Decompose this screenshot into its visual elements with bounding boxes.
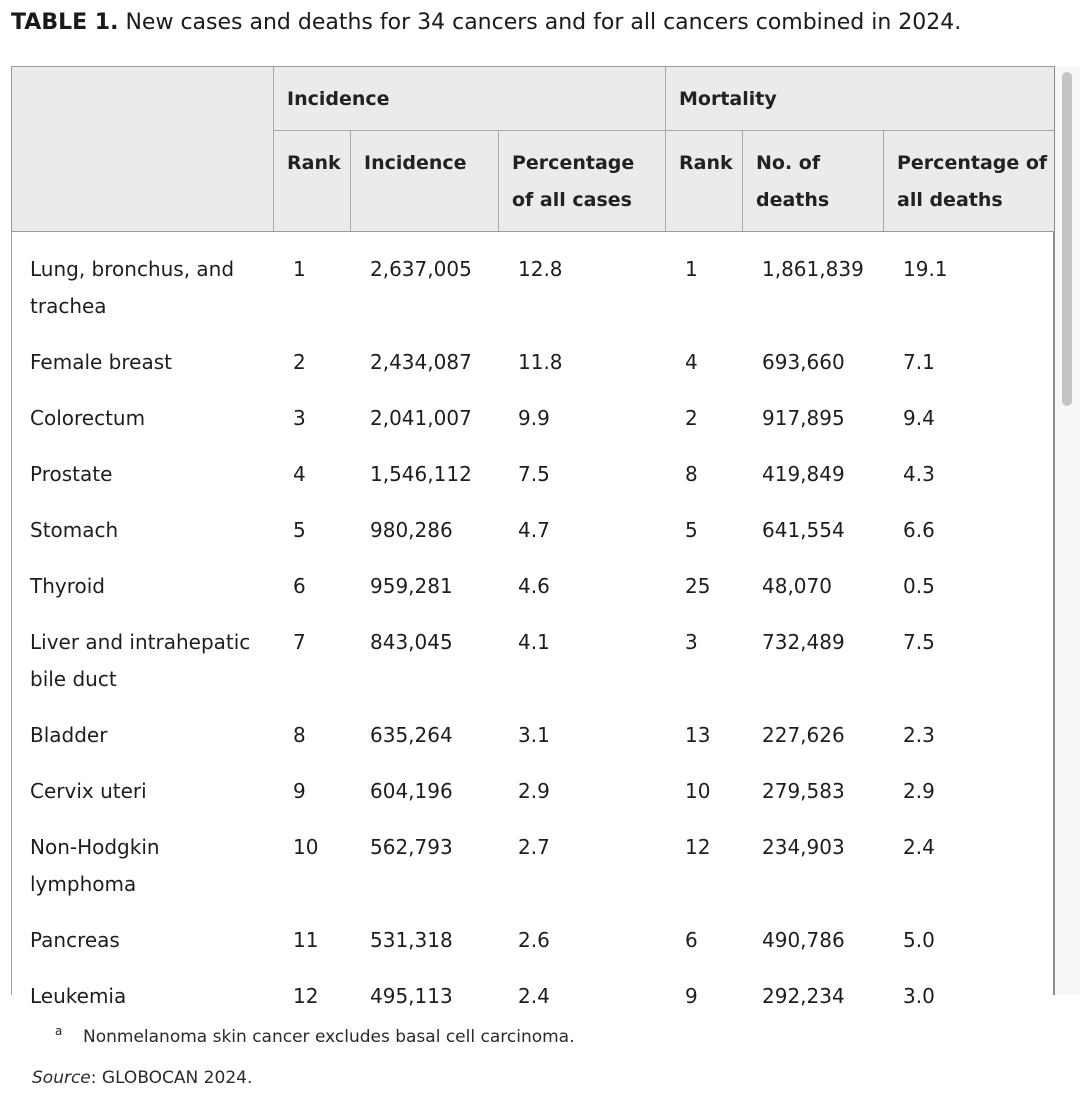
cancer-site-name: Pancreas <box>30 928 120 952</box>
table-title: New cases and deaths for 34 cancers and for all cancers combined in 2024. <box>125 10 962 35</box>
deaths-count: 693,660 <box>762 350 845 374</box>
cancer-site-name: Leukemia <box>30 984 127 1008</box>
incidence-percent: 2.9 <box>518 779 550 803</box>
mortality-percent: 0.5 <box>903 574 935 598</box>
mortality-percent: 2.4 <box>903 835 935 859</box>
mortality-group-heading: Mortality <box>679 88 777 110</box>
mortality-rank: 6 <box>685 928 698 952</box>
cancer-site-name: Liver and intrahepatic <box>30 630 251 654</box>
mortality-percent: 19.1 <box>903 257 948 281</box>
incidence-percent: 4.7 <box>518 518 550 542</box>
incidence-count: 2,637,005 <box>370 257 472 281</box>
incidence-percent: 2.7 <box>518 835 550 859</box>
footnote-marker: a <box>55 1024 63 1038</box>
table-frame <box>11 66 1055 1008</box>
mortality-rank: 25 <box>685 574 711 598</box>
cancer-site-name: Bladder <box>30 723 108 747</box>
incidence-percent-header-line2: of all cases <box>512 189 632 211</box>
mortality-percent: 9.4 <box>903 406 935 430</box>
incidence-count: 604,196 <box>370 779 453 803</box>
deaths-count: 917,895 <box>762 406 845 430</box>
mortality-percent: 4.3 <box>903 462 935 486</box>
incidence-count: 562,793 <box>370 835 453 859</box>
incidence-count: 635,264 <box>370 723 453 747</box>
incidence-count: 959,281 <box>370 574 453 598</box>
deaths-count: 279,583 <box>762 779 845 803</box>
mortality-percent-header-line2: all deaths <box>897 189 1003 211</box>
incidence-percent: 2.6 <box>518 928 550 952</box>
deaths-count: 641,554 <box>762 518 845 542</box>
mortality-percent: 7.1 <box>903 350 935 374</box>
scrollbar-thumb[interactable] <box>1062 72 1072 406</box>
cancer-site-name: Colorectum <box>30 406 146 430</box>
mortality-percent: 6.6 <box>903 518 935 542</box>
header-divider <box>273 67 274 231</box>
cancer-site-name: Non-Hodgkin <box>30 835 160 859</box>
incidence-percent: 4.1 <box>518 630 550 654</box>
mortality-rank: 9 <box>685 984 698 1008</box>
incidence-count-header: Incidence <box>364 152 467 174</box>
incidence-rank: 7 <box>293 630 306 654</box>
mortality-rank-header: Rank <box>679 152 733 174</box>
cancer-site-name-cont: trachea <box>30 294 107 318</box>
mortality-rank: 10 <box>685 779 711 803</box>
incidence-percent: 2.4 <box>518 984 550 1008</box>
incidence-count: 2,041,007 <box>370 406 472 430</box>
incidence-rank-header: Rank <box>287 152 341 174</box>
cancer-site-name-cont: lymphoma <box>30 872 137 896</box>
mortality-percent-header-line1: Percentage of <box>897 152 1048 174</box>
incidence-rank: 6 <box>293 574 306 598</box>
mortality-rank: 1 <box>685 257 698 281</box>
mortality-percent: 2.9 <box>903 779 935 803</box>
header-divider <box>498 130 499 231</box>
cancer-site-name-cont: bile duct <box>30 667 117 691</box>
header-divider <box>350 130 351 231</box>
mortality-rank: 12 <box>685 835 711 859</box>
cancer-site-name: Female breast <box>30 350 172 374</box>
mortality-percent: 3.0 <box>903 984 935 1008</box>
incidence-percent: 11.8 <box>518 350 563 374</box>
incidence-rank: 3 <box>293 406 306 430</box>
mortality-rank: 2 <box>685 406 698 430</box>
footnote-text: Nonmelanoma skin cancer excludes basal cell carcinoma. <box>83 1027 575 1047</box>
incidence-rank: 4 <box>293 462 306 486</box>
incidence-count: 2,434,087 <box>370 350 472 374</box>
incidence-percent: 4.6 <box>518 574 550 598</box>
cancer-site-name: Lung, bronchus, and <box>30 257 235 281</box>
mortality-rank: 3 <box>685 630 698 654</box>
source-line <box>32 1066 252 1090</box>
deaths-count: 419,849 <box>762 462 845 486</box>
mortality-rank: 4 <box>685 350 698 374</box>
source-label: Source <box>32 1068 91 1088</box>
cancer-site-name: Thyroid <box>30 574 105 598</box>
incidence-count: 495,113 <box>370 984 453 1008</box>
incidence-rank: 2 <box>293 350 306 374</box>
deaths-count-header-line2: deaths <box>756 189 830 211</box>
incidence-percent: 7.5 <box>518 462 550 486</box>
incidence-percent-header-line1: Percentage <box>512 152 635 174</box>
vertical-scrollbar[interactable] <box>1055 66 1080 995</box>
incidence-rank: 11 <box>293 928 319 952</box>
deaths-count: 732,489 <box>762 630 845 654</box>
incidence-count: 843,045 <box>370 630 453 654</box>
mortality-rank: 5 <box>685 518 698 542</box>
table-caption <box>11 6 961 40</box>
cancer-site-name: Prostate <box>30 462 113 486</box>
mortality-rank: 8 <box>685 462 698 486</box>
cancer-site-name: Cervix uteri <box>30 779 147 803</box>
deaths-count: 48,070 <box>762 574 832 598</box>
incidence-rank: 12 <box>293 984 319 1008</box>
cancer-site-name: Stomach <box>30 518 119 542</box>
incidence-rank: 5 <box>293 518 306 542</box>
deaths-count: 227,626 <box>762 723 845 747</box>
mortality-rank: 13 <box>685 723 711 747</box>
incidence-percent: 12.8 <box>518 257 563 281</box>
header-divider <box>883 130 884 231</box>
table-number: TABLE 1. <box>11 10 119 35</box>
header-divider <box>665 67 666 231</box>
deaths-count: 1,861,839 <box>762 257 864 281</box>
incidence-group-heading: Incidence <box>287 88 390 110</box>
deaths-count: 292,234 <box>762 984 845 1008</box>
incidence-percent: 3.1 <box>518 723 550 747</box>
incidence-rank: 9 <box>293 779 306 803</box>
incidence-rank: 1 <box>293 257 306 281</box>
incidence-rank: 10 <box>293 835 319 859</box>
incidence-count: 980,286 <box>370 518 453 542</box>
mortality-percent: 5.0 <box>903 928 935 952</box>
incidence-percent: 9.9 <box>518 406 550 430</box>
deaths-count: 490,786 <box>762 928 845 952</box>
header-divider <box>742 130 743 231</box>
mortality-percent: 2.3 <box>903 723 935 747</box>
incidence-rank: 8 <box>293 723 306 747</box>
deaths-count-header-line1: No. of <box>756 152 821 174</box>
incidence-count: 1,546,112 <box>370 462 472 486</box>
mortality-percent: 7.5 <box>903 630 935 654</box>
source-text: : GLOBOCAN 2024. <box>90 1068 253 1088</box>
header-divider <box>273 130 1054 131</box>
incidence-count: 531,318 <box>370 928 453 952</box>
deaths-count: 234,903 <box>762 835 845 859</box>
